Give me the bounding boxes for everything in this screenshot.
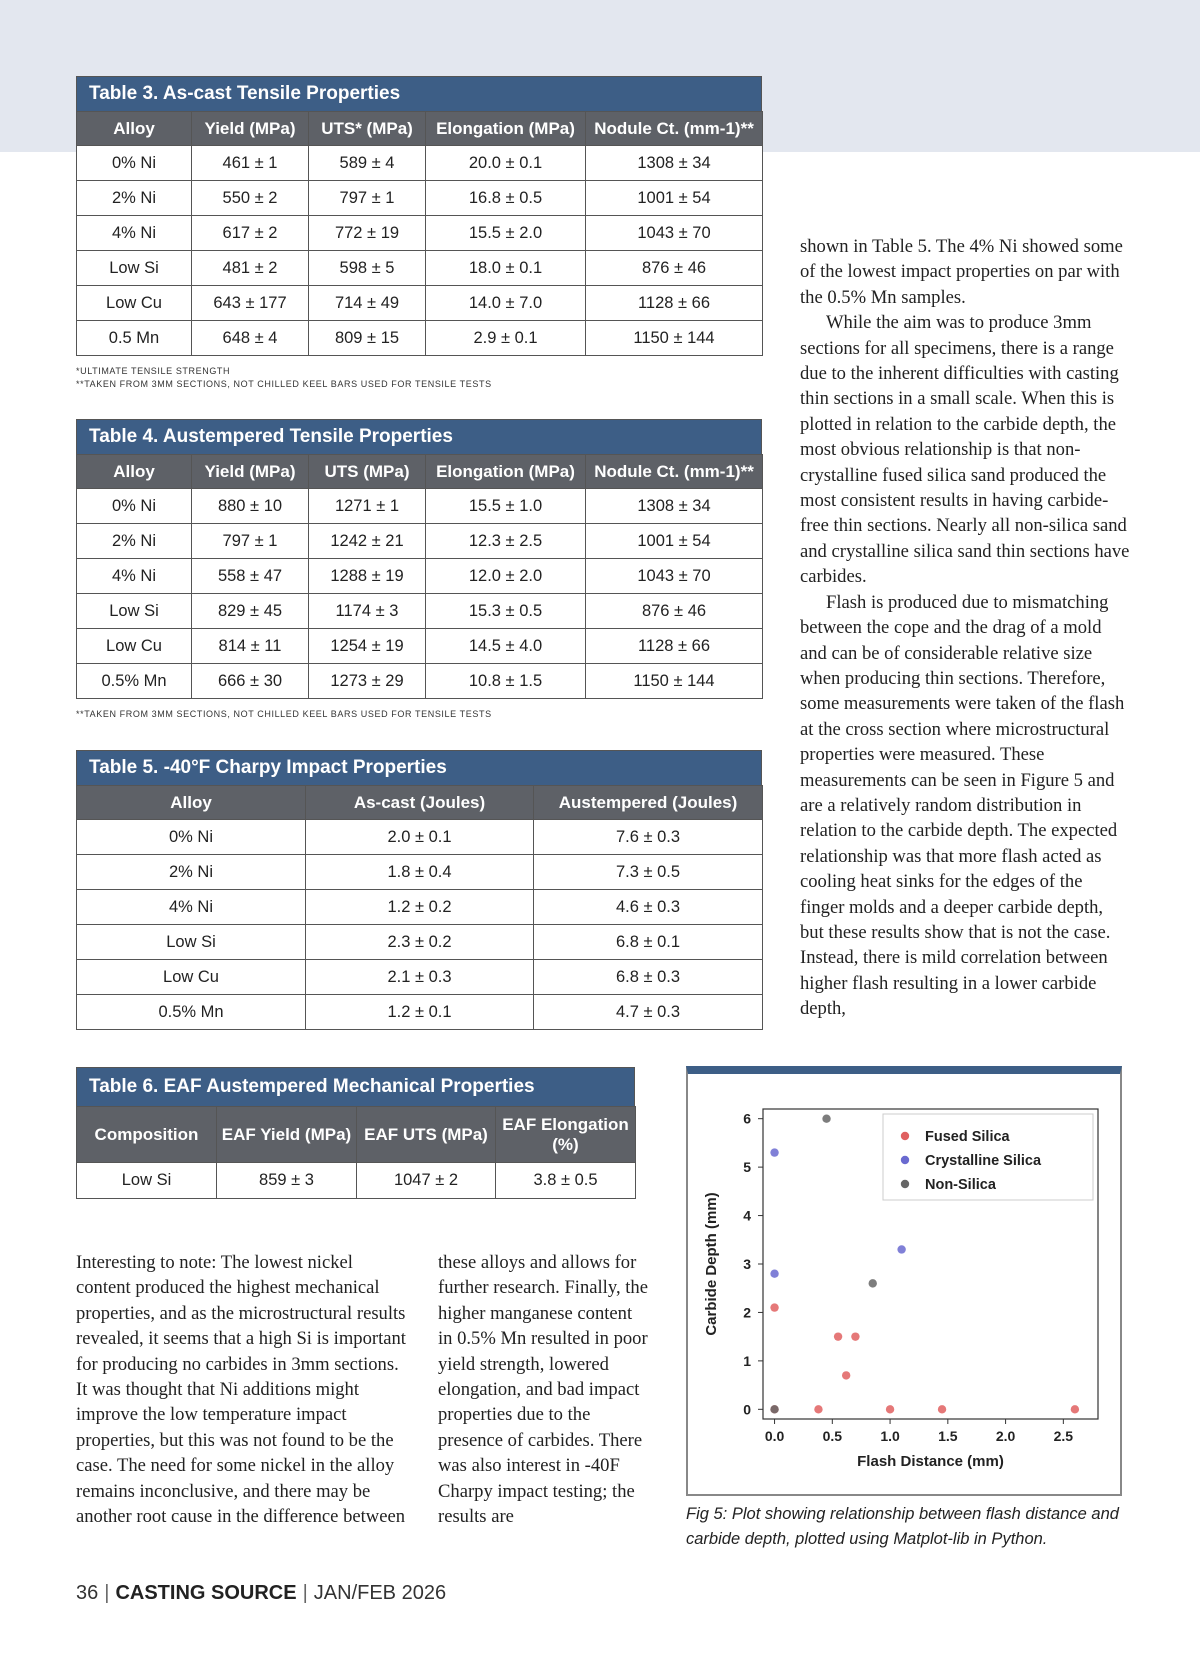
table-row [77, 995, 763, 1030]
table-cell: 1001 ± 54 [586, 181, 763, 216]
table-cell: 1254 ± 19 [309, 629, 426, 664]
footer-separator: | [302, 1582, 308, 1604]
table-cell: 6.8 ± 0.3 [534, 960, 763, 995]
table-row [77, 629, 763, 664]
table-row [77, 524, 763, 559]
table-4-body [77, 489, 763, 699]
table-cell: 814 ± 11 [192, 629, 309, 664]
table-cell: 859 ± 3 [217, 1163, 357, 1199]
column-header: Austempered (Joules) [534, 786, 763, 820]
table-cell: 1047 ± 2 [357, 1163, 496, 1199]
legend-marker [901, 1180, 909, 1188]
column-header: Nodule Ct. (mm-1)** [586, 112, 763, 146]
data-point [814, 1405, 822, 1413]
legend-label: Non-Silica [925, 1177, 996, 1193]
table-cell: 876 ± 46 [586, 594, 763, 629]
table-row [77, 855, 763, 890]
x-tick-label: 1.0 [880, 1428, 900, 1444]
table-3-grid [76, 111, 763, 356]
table-row [77, 181, 763, 216]
table-cell: 1043 ± 70 [586, 216, 763, 251]
table-cell: 1150 ± 144 [586, 321, 763, 356]
table-6-header-row [77, 1107, 636, 1163]
figure-5 [686, 1066, 1122, 1496]
footer-separator: | [104, 1582, 110, 1604]
x-axis-label: Flash Distance (mm) [857, 1453, 1004, 1470]
table-cell: Low Si [77, 251, 192, 286]
table-cell: Low Si [77, 925, 306, 960]
table-cell: 0.5% Mn [77, 995, 306, 1030]
data-point [834, 1332, 842, 1340]
table-cell: 617 ± 2 [192, 216, 309, 251]
scatter-plot [688, 1074, 1120, 1492]
y-tick-label: 1 [743, 1352, 751, 1369]
table-cell: 0.5% Mn [77, 664, 192, 699]
y-tick-label: 5 [743, 1159, 751, 1176]
x-tick-label: 1.5 [938, 1428, 958, 1444]
column-header: EAF Elongation (%) [496, 1107, 636, 1163]
table-cell: 714 ± 49 [309, 286, 426, 321]
paragraph: these alloys and allows for further research. Finally, the higher manganese content in 0.5% Mn resulted in poor yield strength, lowered elongation, and bad impact properties due to the presence of carbides. There was also interest in -40F Charpy impact testing; the results are [438, 1252, 648, 1528]
table-cell: 809 ± 15 [309, 321, 426, 356]
table-cell: 1288 ± 19 [309, 559, 426, 594]
table-cell: 20.0 ± 0.1 [426, 146, 586, 181]
publication-name: CASTING SOURCE [115, 1582, 297, 1604]
y-tick-label: 0 [743, 1401, 751, 1418]
table-cell: 2.3 ± 0.2 [306, 925, 534, 960]
table-cell: 1273 ± 29 [309, 664, 426, 699]
column-header: Yield (MPa) [192, 455, 309, 489]
table-cell: 461 ± 1 [192, 146, 309, 181]
data-point [770, 1148, 778, 1156]
column-header: Nodule Ct. (mm-1)** [586, 455, 763, 489]
table-cell: 880 ± 10 [192, 489, 309, 524]
table-row [77, 251, 763, 286]
data-point [770, 1269, 778, 1277]
table-cell: 1128 ± 66 [586, 629, 763, 664]
bottom-left-text [76, 1250, 406, 1529]
table-cell: 0% Ni [77, 146, 192, 181]
table-cell: 6.8 ± 0.1 [534, 925, 763, 960]
table-4-footnotes [76, 708, 492, 721]
data-point [1071, 1405, 1079, 1413]
y-tick-label: 2 [743, 1304, 751, 1321]
table-cell: 1128 ± 66 [586, 286, 763, 321]
table-cell: 4% Ni [77, 216, 192, 251]
table-cell: Low Cu [77, 960, 306, 995]
table-3-title: Table 3. As-cast Tensile Properties [76, 76, 762, 111]
table-cell: 481 ± 2 [192, 251, 309, 286]
page-footer [76, 1582, 446, 1605]
table-cell: 0% Ni [77, 820, 306, 855]
x-tick-label: 0.0 [764, 1428, 785, 1444]
table-cell: 1150 ± 144 [586, 664, 763, 699]
table-3-header-row [77, 112, 763, 146]
bottom-middle-text [438, 1250, 648, 1529]
footnote: *ULTIMATE TENSILE STRENGTH [76, 366, 231, 376]
x-tick-label: 0.5 [822, 1428, 843, 1444]
paragraph: Interesting to note: The lowest nickel content produced the highest mechanical properties, and as the microstructural results revealed, it seems that a high Si is important for producing no carbides in 3mm sections. It was thought that Ni additions might improve the low temperature impact properties, but this was not found to be the case. The need for some nickel in the alloy remains inconclusive, and there may be another root cause in the difference between [76, 1252, 406, 1528]
legend-label: Crystalline Silica [925, 1153, 1042, 1169]
column-header: EAF Yield (MPa) [217, 1107, 357, 1163]
footnote: **TAKEN FROM 3MM SECTIONS, NOT CHILLED KEEL BARS USED FOR TENSILE TESTS [76, 709, 492, 719]
table-cell: 550 ± 2 [192, 181, 309, 216]
footnote: **TAKEN FROM 3MM SECTIONS, NOT CHILLED KEEL BARS USED FOR TENSILE TESTS [76, 379, 492, 389]
table-5-header-row [77, 786, 763, 820]
x-tick-label: 2.5 [1053, 1428, 1074, 1444]
table-6-grid [76, 1106, 636, 1199]
table-cell: 1174 ± 3 [309, 594, 426, 629]
data-point [770, 1303, 778, 1311]
table-5-body [77, 820, 763, 1030]
table-cell: 558 ± 47 [192, 559, 309, 594]
table-cell: Low Cu [77, 286, 192, 321]
table-cell: 4% Ni [77, 559, 192, 594]
column-header: Elongation (MPa) [426, 455, 586, 489]
table-cell: 16.8 ± 0.5 [426, 181, 586, 216]
table-cell: 666 ± 30 [192, 664, 309, 699]
table-4 [76, 419, 762, 699]
table-cell: 4.7 ± 0.3 [534, 995, 763, 1030]
table-6-title: Table 6. EAF Austempered Mechanical Properties [76, 1067, 635, 1106]
column-header: Yield (MPa) [192, 112, 309, 146]
y-axis-label: Carbide Depth (mm) [703, 1192, 720, 1336]
table-cell: 2.0 ± 0.1 [306, 820, 534, 855]
table-cell: 2% Ni [77, 524, 192, 559]
table-row [77, 960, 763, 995]
table-3-footnotes [76, 365, 492, 391]
legend-label: Fused Silica [925, 1129, 1010, 1145]
paragraph: shown in Table 5. The 4% Ni showed some of the lowest impact properties on par with the 0.5% Mn samples. [800, 236, 1123, 308]
table-cell: 14.0 ± 7.0 [426, 286, 586, 321]
data-point [842, 1371, 850, 1379]
table-cell: 1001 ± 54 [586, 524, 763, 559]
table-row [77, 925, 763, 960]
column-header: EAF UTS (MPa) [357, 1107, 496, 1163]
table-cell: 598 ± 5 [309, 251, 426, 286]
column-header: Composition [77, 1107, 217, 1163]
table-cell: 648 ± 4 [192, 321, 309, 356]
table-cell: 797 ± 1 [192, 524, 309, 559]
table-5-grid [76, 785, 763, 1030]
column-header: UTS* (MPa) [309, 112, 426, 146]
table-cell: 1242 ± 21 [309, 524, 426, 559]
legend-marker [901, 1156, 909, 1164]
table-cell: 7.6 ± 0.3 [534, 820, 763, 855]
table-row [77, 890, 763, 925]
data-point [851, 1332, 859, 1340]
table-cell: 12.3 ± 2.5 [426, 524, 586, 559]
y-tick-label: 6 [743, 1110, 751, 1127]
figure-caption: Fig 5: Plot showing relationship between flash distance and carbide depth, plotted using Matplot-lib in Python. [686, 1505, 1119, 1548]
table-4-header-row [77, 455, 763, 489]
table-3-body [77, 146, 763, 356]
table-cell: 15.3 ± 0.5 [426, 594, 586, 629]
table-cell: 829 ± 45 [192, 594, 309, 629]
table-6 [76, 1067, 635, 1199]
table-cell: 1.2 ± 0.2 [306, 890, 534, 925]
table-row [77, 594, 763, 629]
table-cell: 1.8 ± 0.4 [306, 855, 534, 890]
table-row [77, 146, 763, 181]
table-cell: Low Si [77, 594, 192, 629]
table-row [77, 664, 763, 699]
x-tick-label: 2.0 [995, 1428, 1016, 1444]
table-cell: 2.9 ± 0.1 [426, 321, 586, 356]
table-cell: 7.3 ± 0.5 [534, 855, 763, 890]
table-cell: 1308 ± 34 [586, 146, 763, 181]
column-header: Alloy [77, 455, 192, 489]
right-text-column [800, 234, 1130, 1022]
table-5-title: Table 5. -40°F Charpy Impact Properties [76, 750, 762, 785]
table-cell: 15.5 ± 2.0 [426, 216, 586, 251]
table-cell: 643 ± 177 [192, 286, 309, 321]
data-point [897, 1245, 905, 1253]
table-4-grid [76, 454, 763, 699]
table-cell: 14.5 ± 4.0 [426, 629, 586, 664]
table-4-title: Table 4. Austempered Tensile Properties [76, 419, 762, 454]
column-header: UTS (MPa) [309, 455, 426, 489]
y-tick-label: 3 [743, 1256, 751, 1272]
table-cell: 1043 ± 70 [586, 559, 763, 594]
data-point [886, 1405, 894, 1413]
data-point [938, 1405, 946, 1413]
table-row [77, 321, 763, 356]
table-cell: 12.0 ± 2.0 [426, 559, 586, 594]
table-cell: 1271 ± 1 [309, 489, 426, 524]
column-header: Elongation (MPa) [426, 112, 586, 146]
table-cell: Low Cu [77, 629, 192, 664]
table-cell: 589 ± 4 [309, 146, 426, 181]
column-header: Alloy [77, 112, 192, 146]
table-cell: 2% Ni [77, 855, 306, 890]
issue-date: JAN/FEB 2026 [313, 1582, 447, 1604]
table-row [77, 1163, 636, 1199]
table-cell: 772 ± 19 [309, 216, 426, 251]
table-cell: 15.5 ± 1.0 [426, 489, 586, 524]
data-point [869, 1279, 877, 1287]
paragraph: Flash is produced due to mismatching between the cope and the drag of a mold and can be of considerable relative size when producing thin sections. Therefore, some measurements were taken of the flash at the cross section where microstructural properties were measured. These measurements can be seen in Figure 5 and are a relatively random distribution in relation to the carbide depth. The expected relationship was that more flash acted as cooling heat sinks for the edges of the finger molds and a deeper carbide depth, but these results show that is not the case. Instead, there is mild correlation between higher flash resulting in a lower carbide depth, [800, 591, 1125, 1020]
table-cell: 797 ± 1 [309, 181, 426, 216]
data-point [770, 1405, 778, 1413]
table-row [77, 216, 763, 251]
table-cell: 1.2 ± 0.1 [306, 995, 534, 1030]
table-row [77, 489, 763, 524]
table-cell: 18.0 ± 0.1 [426, 251, 586, 286]
table-cell: 4% Ni [77, 890, 306, 925]
table-cell: 2.1 ± 0.3 [306, 960, 534, 995]
table-row [77, 286, 763, 321]
column-header: Alloy [77, 786, 306, 820]
table-6-body [77, 1163, 636, 1199]
table-cell: 0% Ni [77, 489, 192, 524]
table-cell: 876 ± 46 [586, 251, 763, 286]
table-cell: Low Si [77, 1163, 217, 1199]
table-cell: 2% Ni [77, 181, 192, 216]
y-tick-label: 4 [743, 1207, 751, 1224]
table-cell: 10.8 ± 1.5 [426, 664, 586, 699]
table-row [77, 559, 763, 594]
column-header: As-cast (Joules) [306, 786, 534, 820]
legend-marker [901, 1132, 909, 1140]
table-3 [76, 76, 762, 356]
paragraph: While the aim was to produce 3mm sections for all specimens, there is a range due to the inherent difficulties with casting thin sections in a small scale. When this is plotted in relation to the carbide depth, the most obvious relationship is that non-crystalline fused silica sand produced the most consistent results in having carbide-free thin sections. Nearly all non-silica sand and crystalline silica sand thin sections have carbides. [800, 312, 1130, 588]
table-cell: 3.8 ± 0.5 [496, 1163, 636, 1199]
table-cell: 1308 ± 34 [586, 489, 763, 524]
data-point [822, 1114, 830, 1122]
table-cell: 4.6 ± 0.3 [534, 890, 763, 925]
table-5 [76, 750, 762, 1030]
page-number: 36 [76, 1582, 99, 1604]
table-cell: 0.5 Mn [77, 321, 192, 356]
table-row [77, 820, 763, 855]
